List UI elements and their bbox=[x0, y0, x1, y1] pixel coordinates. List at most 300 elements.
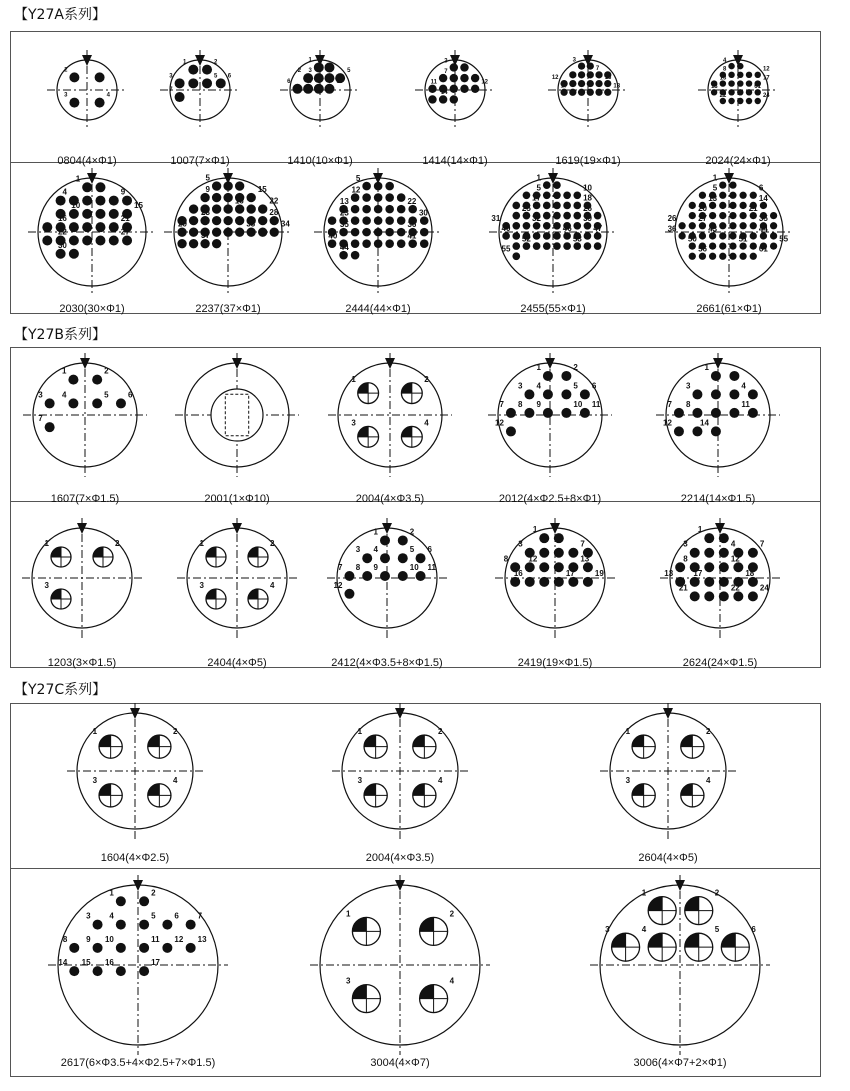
pin-number: 1 bbox=[92, 727, 98, 737]
section-title-y27b: 【Y27B系列】 bbox=[14, 327, 106, 343]
pin-number: 27 bbox=[120, 227, 130, 237]
contact-pin bbox=[746, 98, 752, 104]
contact-pin bbox=[324, 73, 334, 83]
contact-pin bbox=[729, 222, 736, 229]
pin-number: 3 bbox=[518, 539, 523, 549]
pin-number: 8 bbox=[722, 66, 727, 73]
contact-pin bbox=[561, 389, 571, 399]
pin-number: 6 bbox=[174, 911, 179, 921]
pin-number: 12 bbox=[730, 554, 740, 564]
contact-fill bbox=[352, 917, 366, 931]
pin-number: 3 bbox=[92, 775, 98, 785]
contact-pin bbox=[82, 182, 92, 192]
pin-number: 10 bbox=[336, 78, 344, 85]
pin-number: 1 bbox=[199, 539, 204, 548]
contact-pin bbox=[719, 212, 726, 219]
connector-face bbox=[18, 348, 152, 482]
contact-pin bbox=[553, 222, 561, 230]
pin-number: 1 bbox=[704, 362, 709, 372]
contact-pin bbox=[578, 89, 585, 96]
pin-number: 4 bbox=[61, 390, 67, 400]
connector-code-label: 2214(14×Φ1.5) bbox=[680, 493, 756, 505]
contact-pin bbox=[533, 222, 541, 230]
contact-pin bbox=[748, 591, 758, 601]
connector-face bbox=[323, 348, 457, 482]
pin-number: 1 bbox=[712, 173, 718, 183]
contact-pin bbox=[580, 408, 590, 418]
contact-pin bbox=[189, 204, 198, 213]
pin-number: 6 bbox=[427, 545, 433, 555]
contact-pin bbox=[523, 191, 531, 199]
contact-pin bbox=[42, 222, 52, 232]
connector-code-label: 2404(4×Φ5) bbox=[207, 657, 267, 669]
contact-pin bbox=[746, 80, 752, 86]
contact-fill bbox=[352, 985, 366, 999]
pin-number: 15 bbox=[257, 184, 267, 194]
pin-number: 2 bbox=[573, 362, 578, 372]
contact-pin bbox=[719, 533, 729, 543]
pin-number: 9 bbox=[120, 187, 126, 197]
contact-pin bbox=[553, 232, 561, 240]
pin-number: 44 bbox=[339, 242, 349, 252]
contact-pin bbox=[739, 202, 746, 209]
contact-pin bbox=[116, 966, 126, 976]
contact-pin bbox=[543, 371, 553, 381]
pin-number: 8 bbox=[62, 934, 68, 944]
pin-number: 4 bbox=[172, 775, 178, 785]
contact-fill bbox=[206, 589, 216, 599]
pin-number: 13 bbox=[580, 554, 590, 564]
pin-number: 1 bbox=[536, 362, 541, 372]
contact-pin bbox=[760, 202, 767, 209]
connector-face bbox=[410, 45, 500, 135]
pin-number: 2 bbox=[64, 67, 68, 74]
contact-pin bbox=[202, 78, 212, 88]
contact-pin bbox=[704, 533, 714, 543]
connector-face bbox=[693, 45, 783, 135]
contact-pin bbox=[755, 98, 761, 104]
contact-pin bbox=[324, 84, 334, 94]
contact-pin bbox=[374, 216, 383, 225]
contact-pin bbox=[573, 202, 581, 210]
contact-pin bbox=[362, 239, 371, 248]
pin-number: 10 bbox=[409, 563, 419, 572]
pin-number: 3 bbox=[64, 92, 68, 99]
section-title-y27c: 【Y27C系列】 bbox=[14, 682, 107, 698]
pin-number: 12 bbox=[351, 185, 361, 195]
contact-pin bbox=[69, 209, 79, 219]
contact-pin bbox=[512, 252, 520, 260]
contact-pin bbox=[729, 389, 739, 399]
contact-pin bbox=[385, 239, 394, 248]
contact-pin bbox=[729, 253, 736, 260]
pin-number: 16 bbox=[104, 958, 114, 968]
contact-pin bbox=[258, 204, 267, 213]
pin-number: 40 bbox=[328, 231, 338, 241]
pin-number: 4 bbox=[536, 381, 541, 391]
pin-number: 4 bbox=[109, 911, 114, 921]
contact-pin bbox=[116, 896, 126, 906]
contact-pin bbox=[594, 212, 602, 220]
contact-pin bbox=[523, 242, 531, 250]
contact-pin bbox=[69, 222, 79, 232]
pin-number: 61 bbox=[758, 244, 768, 254]
contact-pin bbox=[223, 193, 232, 202]
contact-pin bbox=[524, 408, 534, 418]
contact-pin bbox=[524, 389, 534, 399]
contact-pin bbox=[235, 216, 244, 225]
contact-pin bbox=[420, 239, 429, 248]
contact-pin bbox=[450, 85, 458, 93]
pin-number: 22 bbox=[57, 227, 67, 237]
contact-pin bbox=[770, 232, 777, 239]
pin-number: 3 bbox=[357, 775, 363, 785]
pin-number: 12 bbox=[333, 580, 343, 590]
contact-pin bbox=[533, 232, 541, 240]
contact-fill bbox=[364, 784, 376, 796]
contact-pin bbox=[584, 242, 592, 250]
contact-pin bbox=[202, 65, 212, 75]
pin-number: 18 bbox=[710, 84, 718, 91]
connector-face bbox=[484, 163, 622, 301]
contact-pin bbox=[69, 966, 79, 976]
contact-pin bbox=[177, 239, 186, 248]
pin-number: 3 bbox=[169, 73, 173, 80]
pin-number: 34 bbox=[280, 219, 290, 229]
contact-pin bbox=[728, 63, 734, 69]
pin-number: 44 bbox=[758, 224, 768, 234]
connector-face bbox=[43, 870, 233, 1060]
pin-number: 39 bbox=[583, 213, 593, 223]
contact-pin bbox=[95, 235, 105, 245]
contact-pin bbox=[770, 242, 777, 249]
contact-pin bbox=[139, 920, 149, 930]
pin-number: 35 bbox=[758, 214, 768, 224]
contact-pin bbox=[733, 591, 743, 601]
connector-code-label: 2237(37×Φ1) bbox=[195, 303, 261, 315]
contact-pin bbox=[554, 533, 564, 543]
connector-code-label: 2004(4×Φ3.5) bbox=[365, 852, 435, 864]
pin-number: 5 bbox=[214, 73, 218, 80]
contact-pin bbox=[525, 577, 535, 587]
pin-number: 5 bbox=[151, 911, 156, 921]
contact-pin bbox=[292, 84, 302, 94]
contact-pin bbox=[523, 222, 531, 230]
contact-pin bbox=[689, 212, 696, 219]
contact-pin bbox=[175, 78, 185, 88]
contact-pin bbox=[604, 80, 611, 87]
pin-number: 21 bbox=[678, 583, 688, 593]
contact-pin bbox=[533, 202, 541, 210]
contact-fill bbox=[401, 426, 411, 436]
contact-pin bbox=[82, 196, 92, 206]
contact-pin bbox=[506, 426, 516, 436]
contact-pin bbox=[553, 212, 561, 220]
contact-pin bbox=[82, 209, 92, 219]
contact-pin bbox=[175, 92, 185, 102]
connector-code-label: 2455(55×Φ1) bbox=[520, 303, 586, 315]
contact-pin bbox=[314, 73, 324, 83]
contact-pin bbox=[212, 227, 221, 236]
contact-fill bbox=[401, 383, 411, 393]
contact-pin bbox=[420, 228, 429, 237]
contact-pin bbox=[543, 222, 551, 230]
contact-pin bbox=[42, 235, 52, 245]
pin-number: 7 bbox=[197, 911, 203, 921]
connector-face bbox=[490, 513, 620, 643]
connector-code-label: 2004(4×Φ3.5) bbox=[355, 493, 425, 505]
pin-number: 4 bbox=[437, 775, 443, 785]
pin-number: 9 bbox=[536, 399, 541, 409]
contact-pin bbox=[739, 253, 746, 260]
contact-pin bbox=[554, 562, 564, 572]
contact-pin bbox=[573, 242, 581, 250]
contact-fill bbox=[364, 735, 376, 747]
contact-pin bbox=[416, 571, 426, 581]
pin-number: 5 bbox=[536, 183, 541, 193]
contact-pin bbox=[711, 408, 721, 418]
connector-code-label: 1414(14×Φ1) bbox=[422, 155, 488, 167]
connector-code-label: 1619(19×Φ1) bbox=[555, 155, 621, 167]
contact-pin bbox=[525, 562, 535, 572]
contact-pin bbox=[460, 85, 468, 93]
connector-face bbox=[309, 163, 447, 301]
contact-pin bbox=[699, 192, 706, 199]
contact-fill bbox=[206, 547, 216, 557]
pin-number: 4 bbox=[106, 92, 110, 99]
pin-number: 3 bbox=[199, 581, 204, 590]
pin-number: 17 bbox=[565, 568, 575, 578]
connector-code-label: 3004(4×Φ7) bbox=[370, 1057, 430, 1069]
pin-number: 7 bbox=[667, 399, 672, 409]
contact-pin bbox=[314, 62, 324, 72]
contact-pin bbox=[539, 577, 549, 587]
contact-pin bbox=[212, 181, 221, 190]
contact-pin bbox=[719, 232, 726, 239]
contact-pin bbox=[560, 89, 567, 96]
contact-pin bbox=[689, 242, 696, 249]
contact-pin bbox=[750, 253, 757, 260]
pin-number: 9 bbox=[86, 934, 91, 944]
pin-number: 11 bbox=[151, 934, 160, 944]
contact-pin bbox=[692, 426, 702, 436]
contact-pin bbox=[711, 371, 721, 381]
contact-pin bbox=[692, 408, 702, 418]
contact-pin bbox=[739, 242, 746, 249]
contact-pin bbox=[729, 408, 739, 418]
contact-pin bbox=[760, 232, 767, 239]
contact-pin bbox=[247, 193, 256, 202]
contact-pin bbox=[674, 426, 684, 436]
connector-face bbox=[327, 698, 473, 844]
pin-number: 1 bbox=[44, 539, 49, 548]
pin-number: 7 bbox=[759, 539, 765, 549]
connector-face bbox=[17, 513, 147, 643]
pin-number: 53 bbox=[572, 234, 582, 244]
contact-pin bbox=[428, 85, 436, 93]
contact-pin bbox=[553, 181, 561, 189]
pin-number: 11 bbox=[430, 79, 437, 86]
contact-pin bbox=[595, 80, 602, 87]
contact-pin bbox=[258, 216, 267, 225]
contact-pin bbox=[95, 72, 105, 82]
contact-pin bbox=[729, 232, 736, 239]
connector-face bbox=[172, 513, 302, 643]
pin-number: 37 bbox=[201, 230, 210, 240]
contact-pin bbox=[729, 242, 736, 249]
pin-number: 12 bbox=[663, 418, 672, 428]
connector-face bbox=[305, 870, 495, 1060]
contact-fill bbox=[93, 547, 103, 557]
contact-pin bbox=[543, 212, 551, 220]
contact-pin bbox=[750, 222, 757, 229]
contact-pin bbox=[568, 548, 578, 558]
contact-pin bbox=[739, 192, 746, 199]
contact-pin bbox=[563, 202, 571, 210]
contact-pin bbox=[569, 71, 576, 78]
contact-pin bbox=[122, 235, 132, 245]
contact-pin bbox=[604, 89, 611, 96]
pin-number: 8 bbox=[503, 554, 509, 564]
contact-pin bbox=[223, 204, 232, 213]
contact-pin bbox=[512, 242, 520, 250]
pin-number: 16 bbox=[513, 568, 523, 578]
section-title-y27a: 【Y27A系列】 bbox=[14, 7, 106, 23]
contact-pin bbox=[397, 193, 406, 202]
contact-pin bbox=[109, 222, 119, 232]
connector-face bbox=[159, 163, 297, 301]
contact-pin bbox=[678, 222, 685, 229]
pin-number: 7 bbox=[337, 563, 343, 572]
pin-number: 30 bbox=[57, 240, 67, 250]
contact-pin bbox=[568, 577, 578, 587]
connector-code-label: 2012(4×Φ2.5+8×Φ1) bbox=[498, 493, 602, 505]
connector-code-label: 2419(19×Φ1.5) bbox=[517, 657, 593, 669]
pin-number: 28 bbox=[269, 207, 279, 217]
contact-pin bbox=[223, 216, 232, 225]
pin-number: 5 bbox=[409, 545, 415, 555]
pin-number: 3 bbox=[308, 68, 312, 75]
contact-pin bbox=[95, 98, 105, 108]
contact-pin bbox=[554, 577, 564, 587]
contact-pin bbox=[719, 562, 729, 572]
contact-pin bbox=[578, 71, 585, 78]
contact-pin bbox=[699, 253, 706, 260]
pin-number: 1 bbox=[109, 888, 114, 898]
contact-pin bbox=[211, 389, 263, 441]
contact-pin bbox=[397, 216, 406, 225]
pin-number: 6 bbox=[751, 925, 756, 935]
pin-number: 4 bbox=[730, 539, 736, 549]
contact-pin bbox=[200, 239, 209, 248]
contact-fill bbox=[358, 383, 368, 393]
contact-pin bbox=[711, 426, 721, 436]
contact-pin bbox=[398, 553, 408, 563]
pin-number: 32 bbox=[532, 213, 541, 223]
contact-pin bbox=[583, 562, 593, 572]
pin-number: 3 bbox=[572, 57, 576, 64]
connector-face bbox=[595, 698, 741, 844]
pin-number: 6 bbox=[127, 390, 133, 400]
connector-face bbox=[275, 45, 365, 135]
contact-pin bbox=[704, 548, 714, 558]
connector-face bbox=[651, 348, 785, 482]
contact-pin bbox=[573, 191, 581, 199]
contact-pin bbox=[587, 62, 594, 69]
contact-pin bbox=[362, 193, 371, 202]
contact-pin bbox=[177, 227, 186, 236]
contact-pin bbox=[212, 193, 221, 202]
contact-pin bbox=[397, 239, 406, 248]
contact-pin bbox=[351, 193, 360, 202]
pin-number: 5 bbox=[205, 173, 210, 183]
contact-pin bbox=[512, 232, 520, 240]
contact-pin bbox=[737, 72, 743, 78]
contact-pin bbox=[93, 943, 103, 953]
pin-number: 16 bbox=[234, 196, 244, 206]
contact-fill bbox=[413, 784, 425, 796]
contact-pin bbox=[699, 232, 706, 239]
contact-pin bbox=[82, 222, 92, 232]
pin-number: 8 bbox=[683, 554, 688, 564]
contact-pin bbox=[675, 562, 685, 572]
pin-number: 2 bbox=[151, 888, 156, 898]
contact-pin bbox=[200, 216, 209, 225]
contact-pin bbox=[690, 548, 700, 558]
pin-number: 13 bbox=[708, 193, 718, 203]
pin-number: 13 bbox=[664, 568, 674, 578]
contact-pin bbox=[351, 251, 360, 260]
pin-number: 2 bbox=[424, 374, 429, 384]
contact-fill bbox=[99, 735, 111, 747]
contact-pin bbox=[733, 562, 743, 572]
contact-pin bbox=[750, 232, 757, 239]
pin-number: 36 bbox=[407, 219, 417, 229]
pin-number: 17 bbox=[762, 75, 770, 82]
contact-pin bbox=[398, 571, 408, 581]
contact-pin bbox=[56, 249, 66, 259]
contact-pin bbox=[594, 232, 602, 240]
contact-pin bbox=[737, 89, 743, 95]
pin-number: 13 bbox=[719, 75, 727, 82]
contact-pin bbox=[502, 232, 510, 240]
pin-number: 9 bbox=[308, 78, 312, 85]
contact-pin bbox=[450, 74, 458, 82]
contact-fill bbox=[248, 547, 258, 557]
pin-number: 12 bbox=[762, 66, 770, 73]
contact-pin bbox=[748, 577, 758, 587]
pin-number: 4 bbox=[373, 545, 378, 555]
contact-pin bbox=[351, 216, 360, 225]
contact-pin bbox=[709, 232, 716, 239]
contact-pin bbox=[543, 389, 553, 399]
pin-number: 1 bbox=[625, 727, 631, 737]
contact-pin bbox=[553, 191, 561, 199]
contact-pin bbox=[69, 235, 79, 245]
pin-number: 36 bbox=[667, 224, 677, 234]
contact-pin bbox=[699, 222, 706, 229]
contact-pin bbox=[595, 89, 602, 96]
pin-number: 11 bbox=[427, 563, 437, 572]
connector-face bbox=[655, 513, 785, 643]
pin-number: 47 bbox=[593, 224, 603, 234]
contact-pin bbox=[351, 205, 360, 214]
pin-number: 17 bbox=[693, 568, 703, 578]
contact-pin bbox=[328, 216, 337, 225]
pin-number: 10 bbox=[71, 200, 81, 210]
contact-pin bbox=[512, 202, 520, 210]
contact-pin bbox=[583, 577, 593, 587]
